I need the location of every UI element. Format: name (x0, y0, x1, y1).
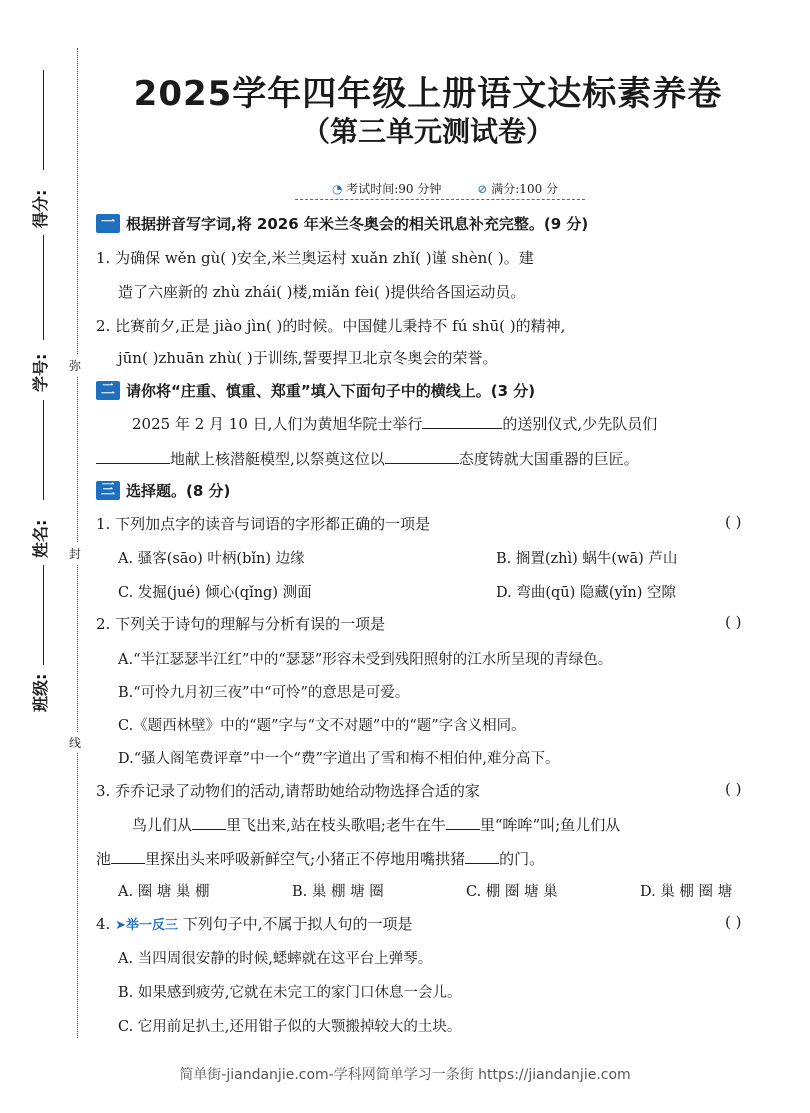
q1-option-b[interactable]: B. 搁置(zhì) 蜗牛(wā) 芦山 (496, 551, 678, 567)
section-2-title: 请你将“庄重、慎重、郑重”填入下面句子中的横线上。(3 分) (126, 382, 536, 400)
sidebar-line-name (43, 400, 44, 500)
q4-number: 4. (96, 915, 111, 933)
blank-3[interactable] (385, 449, 459, 464)
q1-option-a[interactable]: A. 骚客(sāo) 叶柄(bǐn) 边缘 (118, 551, 305, 567)
section-2-heading (96, 380, 535, 401)
q4-tag: ➤举一反三 (115, 918, 178, 933)
sidebar-score-label: 得分: (31, 189, 50, 228)
q4-answer-slot[interactable]: ( ) (725, 913, 742, 931)
q3-blank-1[interactable] (192, 815, 226, 830)
blank-2[interactable] (96, 449, 170, 464)
s1-line-2: 造了六座新的 zhù zhái( )楼,miǎn fèi( )提供给各国运动员。 (118, 283, 526, 301)
q2-answer-slot[interactable]: ( ) (725, 613, 742, 631)
q3-blank-4[interactable] (465, 849, 499, 864)
s2-para-line-1: 2025 年 2 月 10 日,人们为黄旭华院士举行 的送别仪式,少先队员们 (132, 415, 658, 433)
score-info: ⊘ 满分:100 分 (477, 182, 559, 196)
q4-option-a[interactable]: A. 当四周很安静的时候,蟋蟀就在这平台上弹琴。 (118, 951, 433, 967)
q3-blank-3[interactable] (111, 849, 145, 864)
section-3-title: 选择题。(8 分) (126, 482, 231, 500)
check-icon: ⊘ (477, 182, 492, 196)
q3-stem: 3. 乔乔记录了动物们的活动,请帮助她给动物选择合适的家 (96, 782, 480, 800)
footer-watermark: 简单街-jiandanjie.com-学科网简单学习一条街 https://jiandanjie.com (179, 1067, 631, 1083)
s1-line-1: 1. 为确保 wěn gù( )安全,米兰奥运村 xuǎn zhǐ( )谨 shèn( )。建 (96, 249, 534, 267)
q3-option-a[interactable]: A. 圈 塘 巢 棚 (118, 884, 210, 900)
q1-option-c[interactable]: C. 发掘(jué) 倾心(qǐng) 测面 (118, 585, 312, 601)
q3-option-b[interactable]: B. 巢 棚 塘 圈 (292, 884, 384, 900)
q3-option-d[interactable]: D. 巢 棚 圈 塘 (640, 884, 733, 900)
cut-mark-3: 线 (69, 732, 81, 753)
sidebar-class-label: 班级: (31, 673, 50, 712)
cut-mark-1: 弥 (69, 355, 81, 376)
clock-icon: ◔ (331, 182, 347, 196)
sidebar-name-label: 姓名: (31, 519, 50, 558)
exam-meta (300, 180, 590, 197)
page-subtitle: （第三单元测试卷） (301, 115, 554, 148)
s2-para-line-2: 地献上核潜艇模型,以祭奠这位以 态度铸就大国重器的巨匠。 (96, 448, 639, 469)
q3-answer-slot[interactable]: ( ) (725, 780, 742, 798)
sidebar-id-label: 学号: (31, 353, 50, 392)
sidebar-line-score (43, 70, 44, 170)
blank-1[interactable] (422, 414, 502, 429)
q1-answer-slot[interactable]: ( ) (725, 513, 742, 531)
section-1-heading (96, 213, 588, 234)
q4-option-c[interactable]: C. 它用前足扒土,还用钳子似的大颚搬掉较大的土块。 (118, 1019, 462, 1035)
cut-mark-2: 封 (69, 543, 81, 564)
s1-line-4: jūn( )zhuān zhù( )于训练,誓要捍卫北京冬奥会的荣誉。 (118, 349, 498, 367)
q3-option-c[interactable]: C. 棚 圈 塘 巢 (466, 884, 558, 900)
sidebar-line-id (43, 235, 44, 340)
q3-blank-2[interactable] (446, 815, 480, 830)
section-1-number: 一 (96, 214, 120, 233)
time-info: ◔ 考试时间:90 分钟 (331, 182, 442, 196)
meta-divider (295, 199, 585, 200)
q4-stem: 下列句子中,不属于拟人句的一项是 (182, 915, 413, 933)
s1-line-3: 2. 比赛前夕,正是 jiào jìn( )的时候。中国健儿秉持不 fú shū( )的精神, (96, 317, 566, 335)
page-title: 2025学年四年级上册语文达标素养卷 (133, 74, 723, 114)
section-1-title: 根据拼音写字词,将 2026 年米兰冬奥会的相关讯息补充完整。(9 分) (126, 215, 589, 233)
q2-stem: 2. 下列关于诗句的理解与分析有误的一项是 (96, 615, 386, 633)
q1-option-d[interactable]: D. 弯曲(qū) 隐藏(yǐn) 空隙 (496, 585, 676, 601)
q2-option-b[interactable]: B.“可怜九月初三夜”中“可怜”的意思是可爱。 (118, 685, 410, 701)
section-2-number: 二 (96, 381, 120, 400)
q2-option-c[interactable]: C.《题西林壁》中的“题”字与“文不对题”中的“题”字含义相同。 (118, 718, 526, 734)
q2-option-a[interactable]: A.“半江瑟瑟半江红”中的“瑟瑟”形容未受到残阳照射的江水所呈现的青绿色。 (118, 652, 613, 668)
section-3-number: 三 (96, 481, 120, 500)
section-3-heading (96, 480, 230, 501)
q3-para-line-1: 鸟儿们从 里飞出来,站在枝头歌唱;老牛在牛 里“哞哞”叫;鱼儿们从 (132, 816, 621, 834)
q4-option-b[interactable]: B. 如果感到疲劳,它就在未完工的家门口休息一会儿。 (118, 985, 462, 1001)
q4-stem-line (96, 913, 413, 934)
q3-para-line-2: 池 里探出头来呼吸新鲜空气;小猪正不停地用嘴拱猪 的门。 (96, 850, 545, 868)
q2-option-d[interactable]: D.“骚人阁笔费评章”中一个“费”字道出了雪和梅不相伯仲,难分高下。 (118, 751, 560, 767)
q1-stem: 1. 下列加点字的读音与词语的字形都正确的一项是 (96, 515, 431, 533)
sidebar-line-class (43, 565, 44, 665)
